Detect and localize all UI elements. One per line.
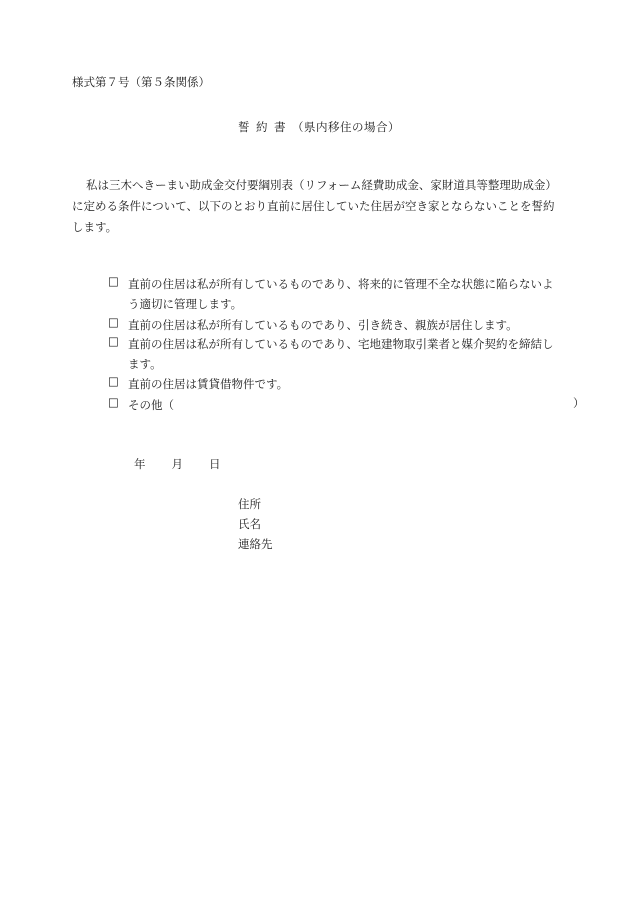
- checkbox-icon[interactable]: □: [108, 274, 119, 288]
- option-text: [128, 315, 564, 335]
- title-char: 約: [256, 120, 268, 134]
- option-text: [128, 274, 564, 314]
- name-label: 氏名: [238, 517, 261, 531]
- document-title: [238, 119, 400, 135]
- address-label: 住所: [238, 497, 261, 511]
- title-suffix: （県内移住の場合）: [292, 120, 400, 134]
- option-line: 直前の住居は私が所有しているものであり、引き続き、親族が居住します。: [128, 318, 518, 332]
- title-char: 誓: [238, 120, 250, 134]
- option-line: 直前の住居は私が所有しているものであり、宅地建物取引業者と媒介契約を締結し: [128, 337, 554, 351]
- month-label: 月: [171, 457, 183, 471]
- contact-label: 連絡先: [238, 537, 273, 551]
- pledge-body: [72, 175, 564, 238]
- pledge-line: 私は三木へきーまい助成金交付要綱別表（リフォーム経費助成金、家財道具等整理助成金）: [86, 178, 557, 192]
- checkbox-icon[interactable]: □: [108, 374, 119, 388]
- pledge-line: します。: [72, 220, 118, 234]
- option-line: 直前の住居は賃貸借物件です。: [128, 377, 289, 391]
- option-line: ます。: [128, 357, 162, 371]
- year-label: 年: [134, 457, 146, 471]
- option-line: 直前の住居は私が所有しているものであり、将来的に管理不全な状態に陥らないよ: [128, 277, 554, 291]
- option-text: [128, 374, 564, 394]
- option-line: う適切に管理します。: [128, 297, 243, 311]
- other-close-paren: ）: [573, 396, 585, 410]
- day-label: 日: [209, 457, 221, 471]
- checkbox-icon[interactable]: □: [108, 334, 119, 348]
- option-text: [128, 334, 564, 374]
- option-text: [128, 395, 564, 415]
- date-line: [134, 456, 221, 472]
- title-char: 書: [274, 120, 286, 134]
- checkbox-icon[interactable]: □: [108, 315, 119, 329]
- option-line: その他（: [128, 398, 174, 412]
- pledge-line: に定める条件について、以下のとおり直前に居住していた住居が空き家とならないことを誓約: [72, 199, 555, 213]
- checkbox-icon[interactable]: □: [108, 395, 119, 409]
- form-number: 様式第７号（第５条関係）: [72, 75, 210, 89]
